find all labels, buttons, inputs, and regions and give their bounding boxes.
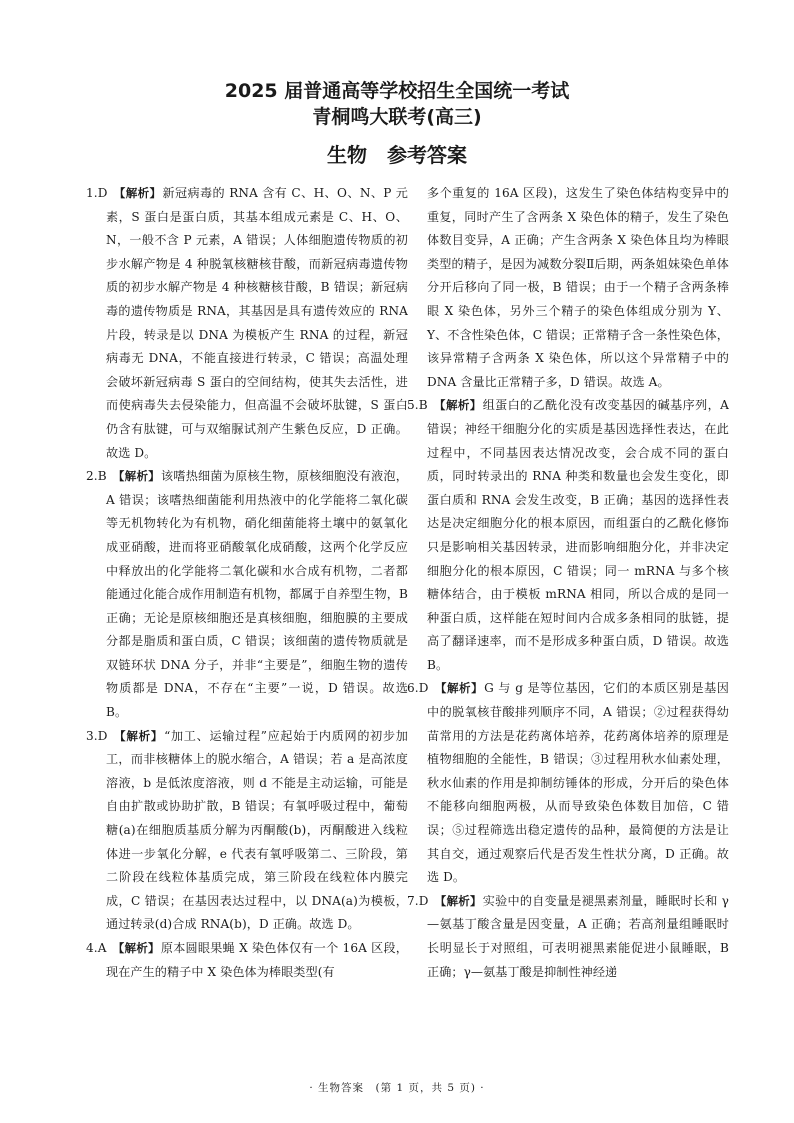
answer-text: “加工、运输过程”应起始于内质网的初步加工，而非核糖体上的脱水缩合，A 错误；若 a 是高浓度溶液，b 是低浓度溶液，则 d 不能是主动运输，可能是自由扩散或协助扩散，B 错误；有氧呼吸过程中，葡萄糖(a)在细胞质基质分解为丙酮酸(b)，丙酮酸进入线粒体进一步氧化分解，e 代表有氧呼吸第二、三阶段，第二阶段在线粒体基质完成，第三阶段在线粒体内膜完成，C 错误；在基因表达过程中，以 DNA(a)为模板，通过转录(d)合成 RNA(b)，D 正确。故选 D。 [106,728,408,932]
answer-text: 该嗜热细菌为原核生物，原核细胞没有液泡，A 错误；该嗜热细菌能利用热液中的化学能将二氧化碳等无机物转化为有机物，硝化细菌能将土壤中的氨氧化成亚硝酸，进而将亚硝酸氧化成硝酸，这两个化学反应中释放出的化学能将二氧化碳和水合成有机物，二者都能通过化能合成作用制造有机物，都属于自养型生物，B 正确；无论是原核细胞还是真核细胞，细胞膜的主要成分都是脂质和蛋白质，C 错误；该细菌的遗传物质就是双链环状 DNA 分子，并非“主要是”，细胞生物的遗传物质都是 DNA，不存在“主要”一说，D 错误。故选 B。 [106,469,408,720]
answer-choice: B [418,398,428,413]
right-column [407,182,729,984]
subject-answer-title: 生物 参考答案 [327,143,467,167]
answer-choice: D [97,186,108,200]
answer-choice: D [418,893,429,908]
question-number: 2. [86,469,98,484]
answer-item [86,937,408,984]
answer-item [407,677,729,889]
analysis-tag: 【解析】 [112,469,160,484]
answer-continuation [407,182,729,394]
analysis-tag: 【解析】 [434,893,482,908]
answer-text: 多个重复的 16A 区段)，这发生了染色体结构变异中的重复，同时产生了含两条 X 染色体的精子，发生了染色体数目变异，A 正确；产生含两条 X 染色体且均为棒眼类型的精子，是因为减数分裂Ⅱ后期，两条姐妹染色单体分开后移向了同一极，B 错误；由于一个精子含两条棒眼 X 染色体，另外三个精子的染色体组成分别为 Y、Y、不含性染色体，C 错误；正常精子含一条性染色体，该异常精子含两条 X 染色体，所以这个异常精子中的 DNA 含量比正常精子多，D 错误。故选 A。 [427,186,729,389]
question-number: 6. [407,681,419,696]
answer-text: 新冠病毒的 RNA 含有 C、H、O、N、P 元素，S 蛋白是蛋白质，其基本组成元素是 C、H、O、N，一般不含 P 元素，A 错误；人体细胞遗传物质的初步水解产物是 4 种脱氧核糖核苷酸，而新冠病毒遗传物质的初步水解产物是 4 种核糖核苷酸，B 错误；新冠病毒的遗传物质是 RNA，其基因是具有遗传效应的 RNA 片段，转录是以 DNA 为模板产生 RNA 的过程，新冠病毒无 DNA，不能直接进行转录，C 错误；高温处理会破坏新冠病毒 S 蛋白的空间结构，使其失去活性，进而使病毒失去侵染能力，但高温不会破坏肽键，S 蛋白仍含有肽键，可与双缩脲试剂产生紫色反应，D 正确。故选 D。 [106,186,408,460]
page-header [0,78,794,168]
answer-item [86,725,408,937]
analysis-tag: 【解析】 [434,681,484,696]
question-number: 7. [407,893,419,908]
question-number: 3. [86,728,98,743]
question-number: 1. [86,186,98,200]
analysis-tag: 【解析】 [113,186,162,200]
answer-item [86,182,408,465]
answer-text: 组蛋白的乙酰化没有改变基因的碱基序列，A 错误；神经干细胞分化的实质是基因选择性表达，在此过程中，不同基因表达情况改变，会合成不同的蛋白质，同时转录出的 RNA 种类和数量也会发生变化，即蛋白质和 RNA 会发生改变，B 正确；基因的选择性表达是决定细胞分化的根本原因，而组蛋白的乙酰化修饰只是影响相关基因转录，进而影响细胞分化，并非决定细胞分化的根本原因，C 错误；同一 mRNA 与多个核糖体结合，由于模板 mRNA 相同，所以合成的是同一种蛋白质，这样能在短时间内合成多条相同的肽链，提高了翻译速率，而不是形成多种蛋白质，D 错误。故选 B。 [427,398,730,672]
analysis-tag: 【解析】 [433,398,482,413]
answer-text: 实验中的自变量是褪黑素剂量，睡眠时长和 γ—氨基丁酸含量是因变量，A 正确；若高剂量组睡眠时长明显长于对照组，可表明褪黑素能促进小鼠睡眠，B 正确；γ—氨基丁酸是抑制性神经递 [427,893,729,979]
question-number: 4. [86,941,98,955]
analysis-tag: 【解析】 [113,728,164,743]
answer-choice: B [97,469,107,484]
answer-text: G 与 g 是等位基因，它们的本质区别是基因中的脱氧核苷酸排列顺序不同，A 错误；②过程获得幼苗常用的方法是花药离体培养，花药离体培养的原理是植物细胞的全能性，B 错误；③过程用秋水仙素处理，秋水仙素的作用是抑制纺锤体的形成，分开后的染色体不能移向细胞两极，从而导致染色体数目加倍，C 错误；⑤过程筛选出稳定遗传的品种，最简便的方法是让其自交，通过观察后代是否发生性状分离，D 正确。故选 D。 [427,681,730,885]
page-footer: · 生物答案 (第 1 页，共 5 页) · [309,1082,485,1094]
exam-title: 2025 届普通高等学校招生全国统一考试 [224,80,570,102]
answer-choice: D [418,681,429,696]
answer-text: 原本圆眼果蝇 X 染色体仅有一个 16A 区段，现在产生的精子中 X 染色体为棒眼类型(有 [106,941,408,979]
answer-choice: A [97,941,107,955]
analysis-tag: 【解析】 [112,941,160,955]
answer-choice: D [97,728,108,743]
answer-item [407,890,729,984]
answer-item [407,394,729,677]
left-column [86,182,408,984]
answer-item [86,465,408,725]
question-number: 5. [407,398,419,413]
exam-subtitle: 青桐鸣大联考(高三) [312,106,482,128]
